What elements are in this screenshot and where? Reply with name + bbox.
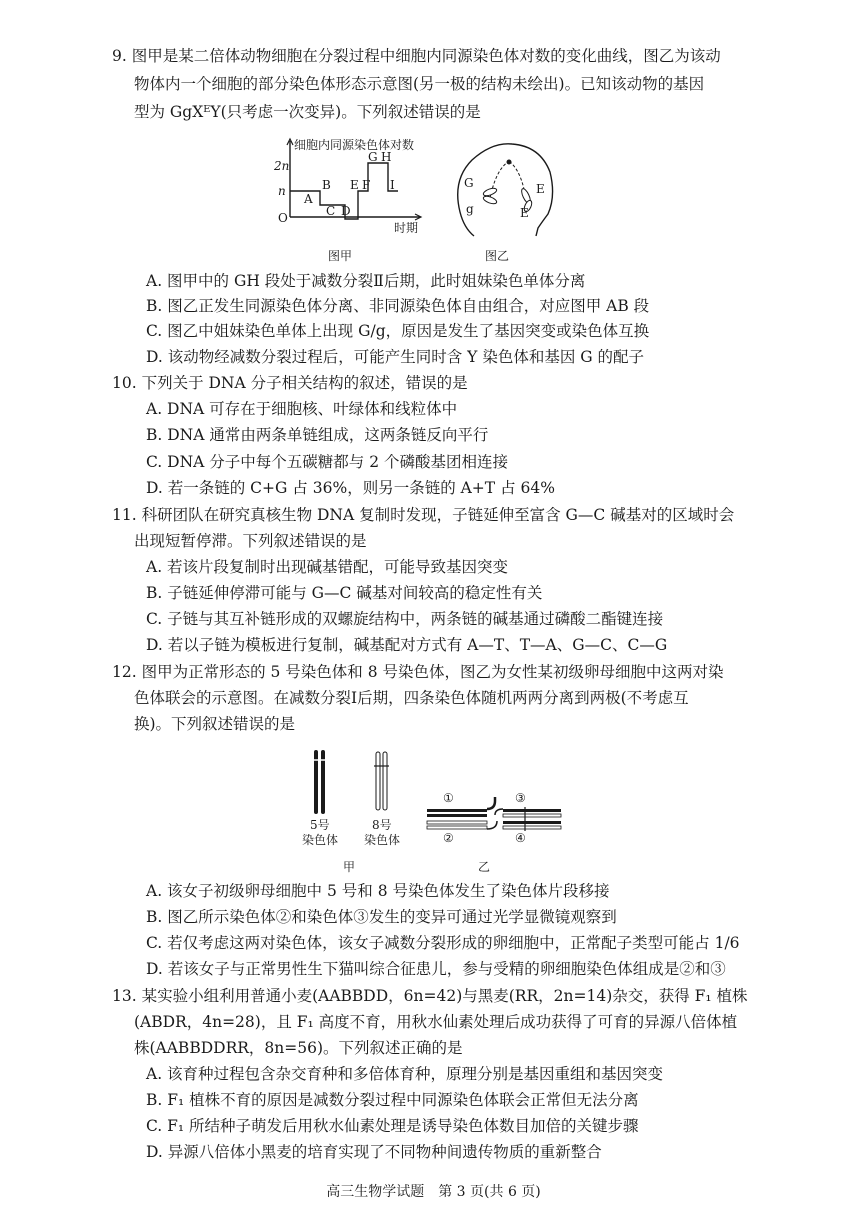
q9-option-c: C. 图乙中姐妹染色单体上出现 G/g，原因是发生了基因突变或染色体互换	[146, 322, 650, 340]
q11-option-d: D. 若以子链为模板进行复制，碱基配对方式有 A—T、T—A、G—C、C—G	[146, 636, 668, 654]
q12-option-a: A. 该女子初级卵母细胞中 5 号和 8 号染色体发生了染色体片段移接	[146, 882, 610, 900]
fig9-jia-ylabel: 细胞内同源染色体对数	[294, 138, 415, 152]
fig12-yi-marker-1: ①	[443, 791, 454, 805]
q9-stem-line3: 型为 GgXᴱY(只考虑一次变异)。下列叙述错误的是	[134, 103, 481, 121]
q12-stem-line1: 12. 图甲为正常形态的 5 号染色体和 8 号染色体，图乙为女性某初级卵母细胞中这两对染	[112, 663, 724, 681]
q9-option-d: D. 该动物经减数分裂过程后，可能产生同时含 Y 染色体和基因 G 的配子	[146, 348, 645, 366]
fig9-yi-gene-e-upper: E	[536, 182, 545, 196]
q13-stem-line3: 株(AABBDDRR，8n=56)。下列叙述正确的是	[134, 1039, 463, 1057]
q13-stem-line2: (ABDR，4n=28)，且 F₁ 高度不育，用秋水仙素处理后成功获得了可育的异源八倍体植	[134, 1013, 738, 1031]
page-footer: 高三生物学试题 第 3 页(共 6 页)	[326, 1184, 541, 1200]
fig12-jia-chr8-label-1: 8号	[372, 818, 392, 832]
fig9-jia-xlabel: 时期	[394, 221, 419, 235]
q10-option-b: B. DNA 通常由两条单链组成，这两条链反向平行	[146, 426, 489, 444]
fig12-jia-caption: 甲	[343, 860, 356, 874]
q12-stem-line2: 色体联会的示意图。在减数分裂Ⅰ后期，四条染色体随机两两分离到两极(不考虑互	[134, 689, 689, 707]
q13-stem-line1: 13. 某实验小组利用普通小麦(AABBDD，6n=42)与黑麦(RR，2n=14)杂交，获得 F₁ 植株	[112, 987, 748, 1005]
fig9-yi-gene-e-lower: E	[520, 206, 529, 220]
q12-option-b: B. 图乙所示染色体②和染色体③发生的变异可通过光学显微镜观察到	[146, 908, 617, 926]
q11-option-a: A. 若该片段复制时出现碱基错配，可能导致基因突变	[146, 558, 509, 576]
fig9-jia-seg-g: G	[368, 150, 378, 164]
q13-option-c: C. F₁ 所结种子萌发后用秋水仙素处理是诱导染色体数目加倍的关键步骤	[146, 1117, 639, 1135]
q12-option-d: D. 若该女子与正常男性生下猫叫综合征患儿，参与受精的卵细胞染色体组成是②和③	[146, 960, 726, 978]
fig12-jia-chromosomes	[300, 748, 410, 858]
fig9-jia-caption: 图甲	[328, 249, 353, 263]
q9-option-b: B. 图乙正发生同源染色体分离、非同源染色体自由组合，对应图甲 AB 段	[146, 297, 650, 315]
q11-option-c: C. 子链与其互补链形成的双螺旋结构中，两条链的碱基通过磷酸二酯键连接	[146, 610, 664, 628]
fig9-jia-seg-d: D	[341, 204, 351, 218]
fig9-jia-seg-f: F	[362, 178, 371, 192]
fig9-yi-gene-g-lower: g	[466, 202, 474, 216]
fig12-yi-synapsis	[425, 791, 565, 855]
q10-stem-line1: 10. 下列关于 DNA 分子相关结构的叙述，错误的是	[112, 374, 468, 392]
q11-stem-line2: 出现短暂停滞。下列叙述错误的是	[134, 532, 367, 550]
q12-option-c: C. 若仅考虑这两对染色体，该女子减数分裂形成的卵细胞中，正常配子类型可能占 1/6	[146, 934, 740, 952]
fig9-jia-seg-c: C	[326, 204, 336, 218]
fig9-jia-seg-b: B	[322, 178, 331, 192]
fig9-jia-seg-e: E	[350, 178, 359, 192]
q13-option-d: D. 异源八倍体小黑麦的培育实现了不同物种间遗传物质的重新整合	[146, 1143, 602, 1161]
fig9-jia-graph	[270, 133, 430, 243]
q11-option-b: B. 子链延伸停滞可能与 G—C 碱基对间较高的稳定性有关	[146, 584, 543, 602]
q10-option-c: C. DNA 分子中每个五碳糖都与 2 个磷酸基团相连接	[146, 453, 508, 471]
fig12-jia-chr5-label-2: 染色体	[302, 833, 339, 847]
q13-option-b: B. F₁ 植株不育的原因是减数分裂过程中同源染色体联会正常但无法分离	[146, 1091, 639, 1109]
fig9-jia-seg-h: H	[381, 150, 392, 164]
q9-stem-line2: 物体内一个细胞的部分染色体形态示意图(另一极的结构未绘出)。已知该动物的基因	[134, 75, 705, 93]
fig9-yi-caption: 图乙	[485, 249, 510, 263]
fig12-yi-marker-2: ②	[443, 831, 454, 845]
q12-stem-line3: 换)。下列叙述错误的是	[134, 715, 296, 733]
fig9-jia-seg-i: I	[390, 178, 395, 192]
fig9-jia-tick-o: O	[278, 211, 288, 225]
fig9-yi-cell	[450, 140, 560, 240]
fig12-yi-caption: 乙	[478, 860, 491, 874]
q10-option-a: A. DNA 可存在于细胞核、叶绿体和线粒体中	[146, 400, 458, 418]
fig12-yi-marker-4: ④	[515, 831, 526, 845]
q9-option-a: A. 图甲中的 GH 段处于减数分裂Ⅱ后期，此时姐妹染色单体分离	[146, 272, 586, 290]
q9-stem-line1: 9. 图甲是某二倍体动物细胞在分裂过程中细胞内同源染色体对数的变化曲线，图乙为该动	[112, 47, 721, 65]
q13-option-a: A. 该育种过程包含杂交育种和多倍体育种，原理分别是基因重组和基因突变	[146, 1065, 664, 1083]
fig9-yi-gene-g-upper: G	[464, 176, 474, 190]
q10-option-d: D. 若一条链的 C+G 占 36%，则另一条链的 A+T 占 64%	[146, 479, 555, 497]
q11-stem-line1: 11. 科研团队在研究真核生物 DNA 复制时发现，子链延伸至富含 G—C 碱基对的区域时会	[112, 506, 735, 524]
fig12-jia-chr5-label-1: 5号	[310, 818, 330, 832]
fig9-jia-tick-n: n	[278, 184, 286, 198]
fig9-jia-tick-2n: 2n	[274, 159, 290, 173]
fig12-yi-marker-3: ③	[515, 791, 526, 805]
fig9-jia-seg-a: A	[304, 192, 313, 206]
fig12-jia-chr8-label-2: 染色体	[364, 833, 401, 847]
